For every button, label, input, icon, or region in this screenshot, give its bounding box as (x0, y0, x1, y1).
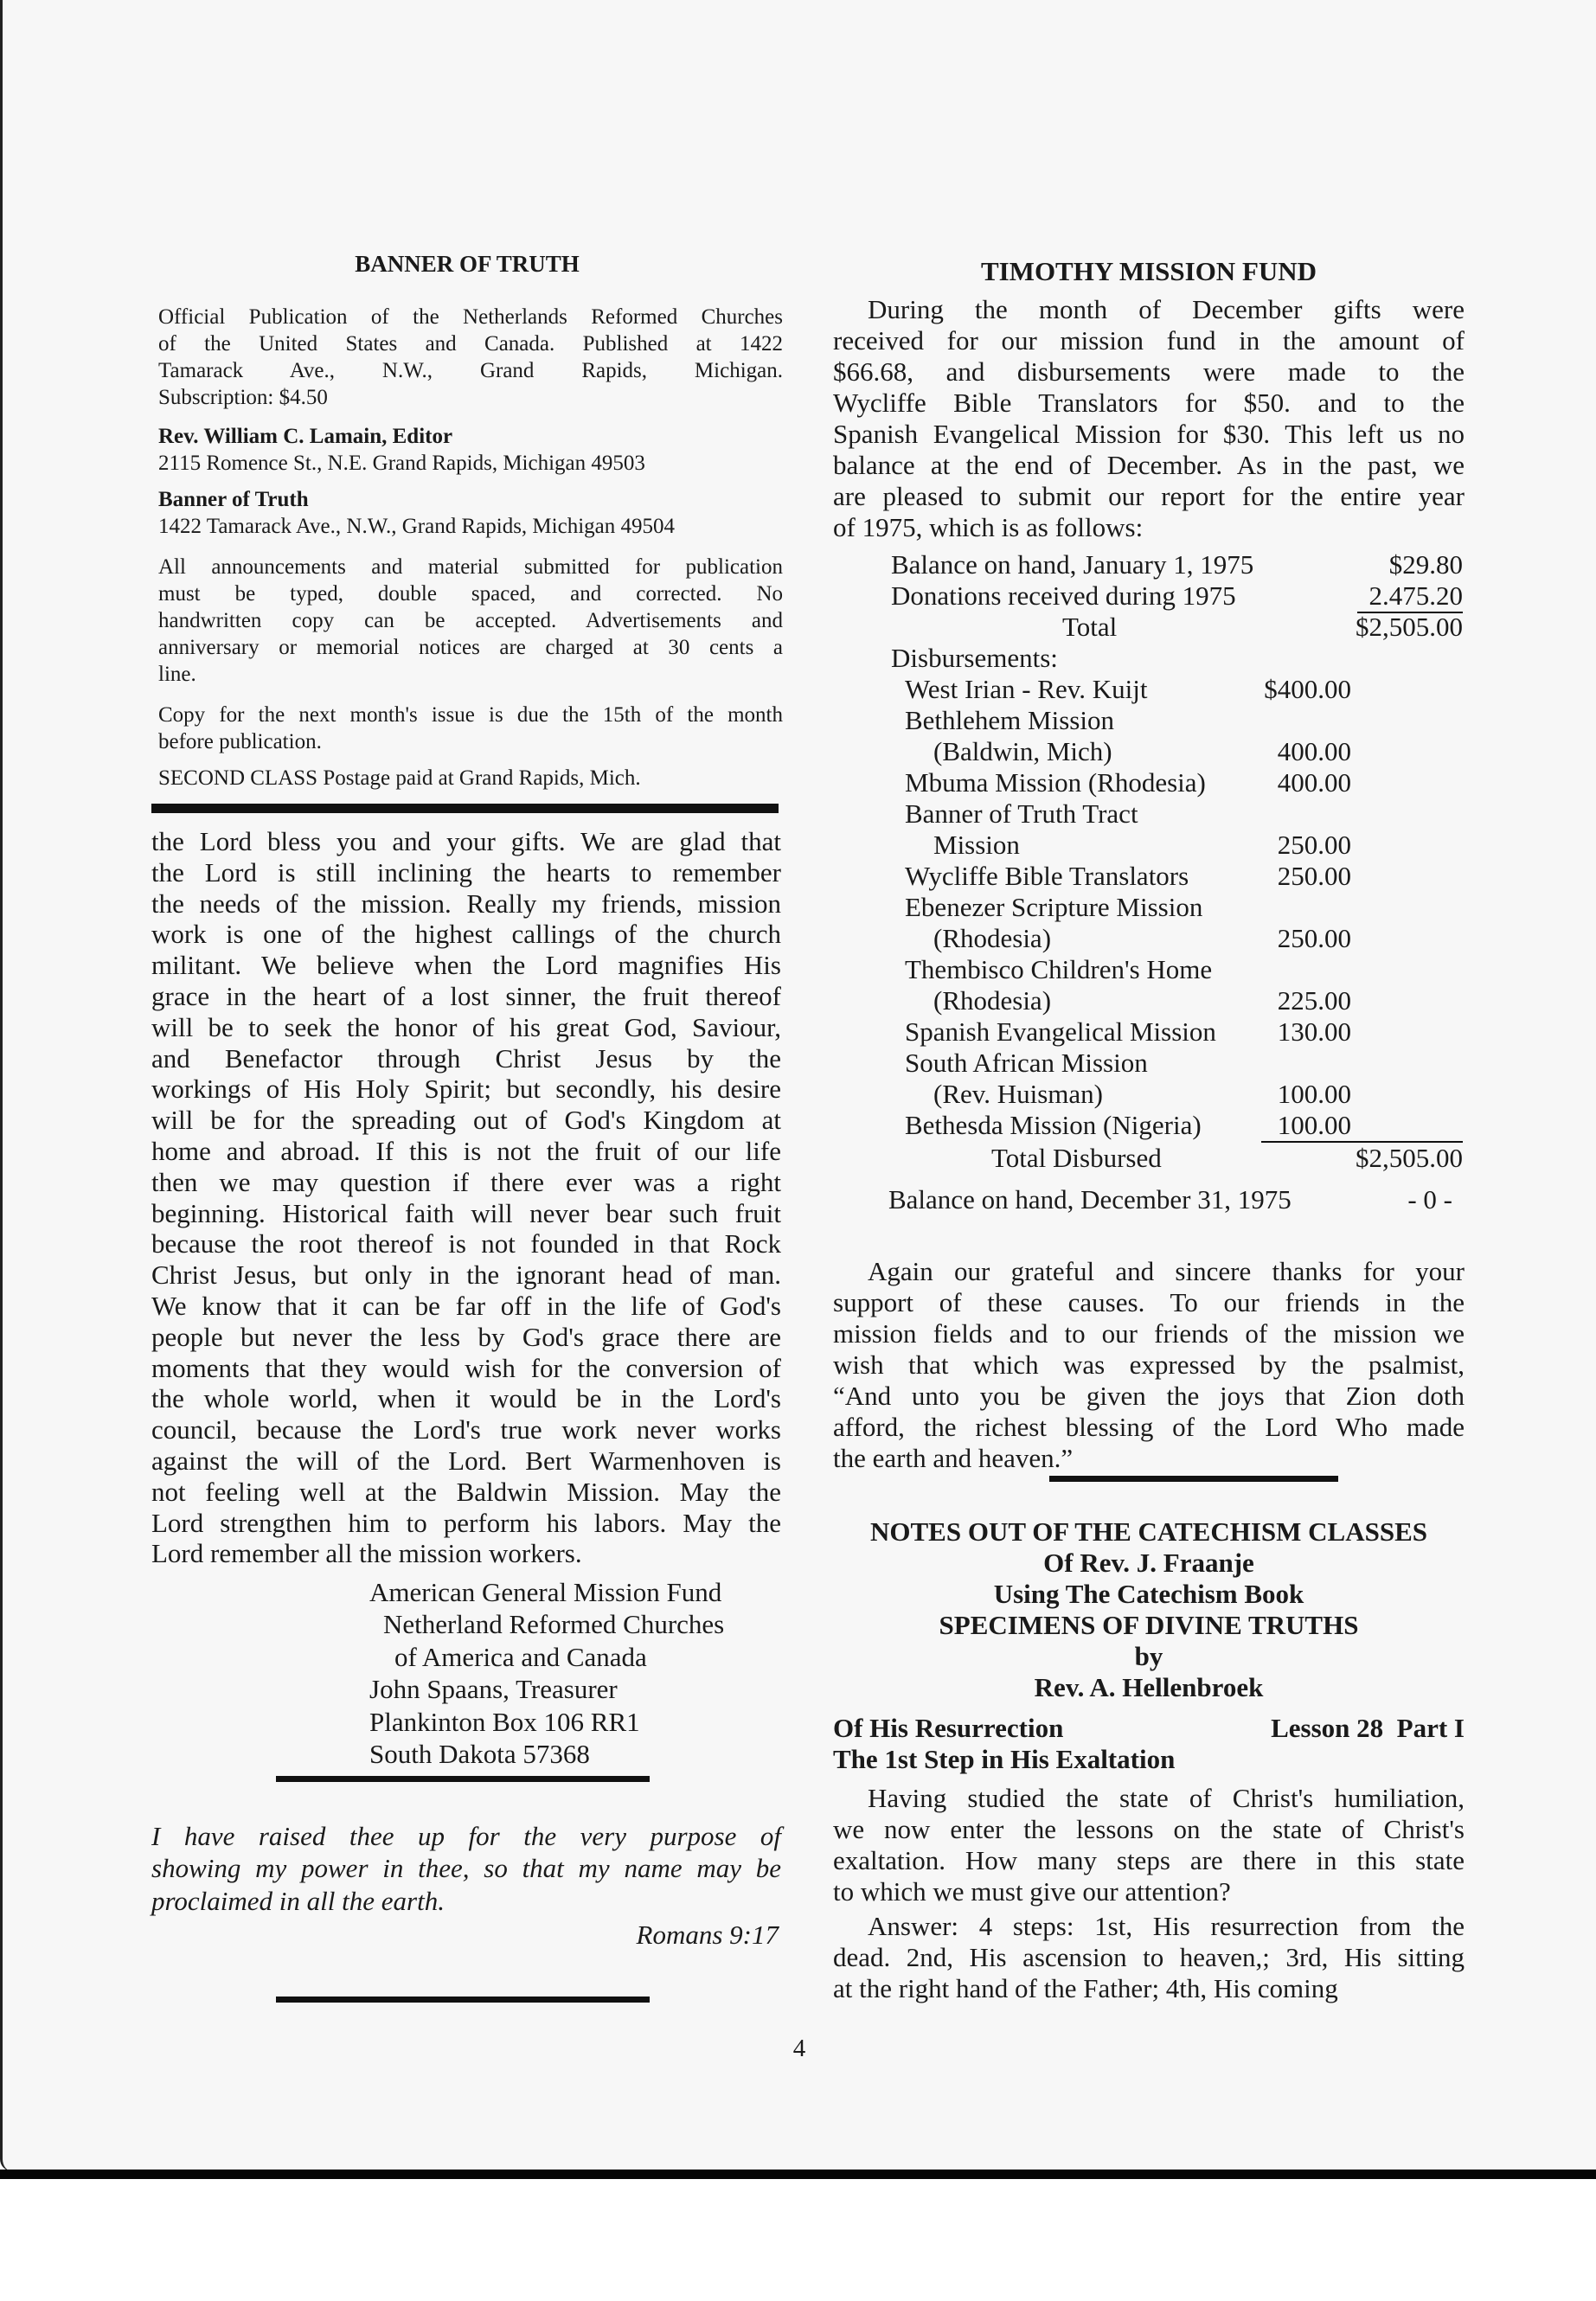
mission-letter-body (151, 826, 781, 1569)
signature-line: American General Mission Fund (369, 1577, 722, 1607)
disbursement-label: Spanish Evangelical Mission (905, 1016, 1216, 1047)
disbursement-row (833, 861, 1465, 892)
text-line: All announcements and material submitted for publication (158, 555, 783, 579)
heading-line: NOTES OUT OF THE CATECHISM CLASSES (869, 1516, 1427, 1547)
scan-edge (0, 2170, 1596, 2179)
text-line: the whole world, when it would be in the Lord's (151, 1383, 781, 1414)
text-line: proclaimed in all the earth. (151, 1885, 445, 1916)
report-label: Total (1062, 612, 1118, 642)
text-line: are pleased to submit our report for the entire year (833, 481, 1465, 511)
disbursement-amount: 250.00 (1277, 830, 1351, 860)
masthead-intro (158, 304, 783, 411)
disbursement-label: (Rev. Huisman) (933, 1079, 1104, 1109)
signature-line: Netherland Reformed Churches (383, 1609, 725, 1640)
text-line: We know that it can be far off in the life of God's (151, 1290, 781, 1321)
disbursement-label: West Irian - Rev. Kuijt (905, 674, 1148, 704)
report-row (833, 1143, 1465, 1174)
text-line: beginning. Historical faith will never bear such fruit (151, 1197, 781, 1228)
text-line: to which we must give our attention? (833, 1876, 1231, 1907)
text-line: line. (158, 663, 196, 686)
heading-line: by (1134, 1641, 1163, 1671)
report-label: Donations received during 1975 (891, 580, 1236, 611)
text-line: not feeling well at the Baldwin Mission. May the (151, 1476, 781, 1507)
disbursement-label: (Rhodesia) (933, 985, 1052, 1016)
text-line: Answer: 4 steps: 1st, His resurrection from the (868, 1911, 1465, 1941)
office-name: Banner of Truth (158, 488, 309, 511)
section-divider (276, 1776, 650, 1782)
text-line: the Lord is still inclining the hearts to remember (151, 856, 781, 888)
text-line: support of these causes. To our friends in the (833, 1287, 1465, 1317)
text-line: received for our mission fund in the amount of (833, 325, 1465, 356)
section-divider (1049, 1476, 1338, 1482)
text-line: “And unto you be given the joys that Zion doth (833, 1381, 1465, 1411)
disbursement-label: South African Mission (905, 1048, 1148, 1078)
disbursement-label: Bethlehem Mission (905, 705, 1114, 735)
text-line: home and abroad. If this is not the fruit of our life (151, 1135, 781, 1166)
text-line: council, because the Lord's true work never works (151, 1414, 781, 1445)
section-divider (276, 1997, 650, 2003)
text-line: before publication. (158, 730, 322, 753)
text-line: mission fields and to our friends of the mission we (833, 1318, 1465, 1349)
disbursement-amount: 130.00 (1277, 1016, 1351, 1047)
timothy-intro (833, 294, 1465, 543)
disbursement-label: (Baldwin, Mich) (933, 736, 1112, 766)
report-row (833, 612, 1465, 643)
text-line: will be for the spreading out of God's Kingdom at (151, 1105, 781, 1136)
text-line: and Benefactor through Christ Jesus by the (151, 1042, 781, 1074)
closing-thanks (833, 1256, 1465, 1474)
heading-line: Rev. A. Hellenbroek (1034, 1672, 1264, 1702)
disbursement-label: Mbuma Mission (Rhodesia) (905, 767, 1206, 798)
editor-address: 2115 Romence St., N.E. Grand Rapids, Michigan 49503 (158, 452, 645, 475)
report-label: Disbursements: (891, 643, 1058, 673)
heading-line: Of Rev. J. Fraanje (1043, 1548, 1254, 1578)
text-line: balance at the end of December. As in the past, we (833, 450, 1465, 480)
disbursement-amount: 400.00 (1277, 736, 1351, 766)
text-line: Christ Jesus, but only in the ignorant head of man. (151, 1259, 781, 1291)
text-line: Subscription: $4.50 (158, 386, 328, 409)
disbursement-row (833, 767, 1465, 798)
signature-line: Plankinton Box 106 RR1 (369, 1706, 640, 1737)
disbursement-label: Thembisco Children's Home (905, 954, 1213, 984)
disbursement-row (833, 954, 1465, 985)
disbursement-label: Mission (933, 830, 1020, 860)
deadline-notice (158, 702, 783, 755)
section-divider (151, 804, 779, 813)
lesson-number: Lesson 28 Part I (1271, 1713, 1465, 1743)
scripture-verse (151, 1820, 781, 1917)
text-line: Copy for the next month's issue is due the 15th of the month (158, 703, 783, 727)
disbursement-row (833, 923, 1465, 954)
signature-line: South Dakota 57368 (369, 1739, 590, 1770)
disbursement-row (833, 892, 1465, 923)
text-line: During the month of December gifts were (868, 294, 1465, 324)
text-line: Official Publication of the Netherlands Reformed Churches (158, 305, 783, 329)
text-line: Lord remember all the mission workers. (151, 1538, 582, 1569)
disbursement-row (833, 705, 1465, 736)
text-line: then we may question if there ever was a right (151, 1166, 781, 1197)
text-line: the needs of the mission. Really my friends, mission (151, 888, 781, 919)
lesson-question (833, 1783, 1465, 1907)
report-amount: $2,505.00 (1356, 612, 1463, 642)
text-line: exaltation. How many steps are there in this state (833, 1845, 1465, 1875)
masthead-title: BANNER OF TRUTH (355, 251, 580, 277)
text-line: of 1975, which is as follows: (833, 512, 1144, 542)
disbursement-row (833, 1110, 1465, 1141)
text-line: Lord strengthen him to perform his labors. May the (151, 1507, 781, 1538)
disbursement-row (833, 798, 1465, 830)
page-number: 4 (792, 2035, 806, 2062)
report-row (833, 1184, 1465, 1215)
disbursement-list (833, 674, 1465, 1141)
text-line: dead. 2nd, His ascension to heaven,; 3rd, His sitting (833, 1942, 1465, 1972)
disbursement-row (833, 1079, 1465, 1110)
text-line: must be typed, double spaced, and corrected. No (158, 582, 783, 606)
report-amount: $29.80 (1388, 549, 1463, 580)
text-line: Wycliffe Bible Translators for $50. and to the (833, 388, 1465, 418)
disbursement-row (833, 830, 1465, 861)
disbursement-row (833, 1048, 1465, 1079)
disbursement-amount: 250.00 (1277, 923, 1351, 953)
announcements-notice (158, 554, 783, 688)
disbursement-label: (Rhodesia) (933, 923, 1052, 953)
disbursement-row (833, 674, 1465, 705)
report-amount: $2,505.00 (1356, 1143, 1463, 1173)
text-line: anniversary or memorial notices are charged at 30 cents a (158, 636, 783, 659)
lesson-header (833, 1713, 1465, 1775)
editor-name: Rev. William C. Lamain, Editor (158, 425, 453, 448)
text-line: militant. We believe when the Lord magnifies His (151, 950, 781, 981)
text-line: of the United States and Canada. Published at 1422 (158, 332, 783, 356)
text-line: workings of His Holy Spirit; but secondly, his desire (151, 1074, 781, 1105)
heading-line: Using The Catechism Book (993, 1579, 1304, 1609)
report-row (833, 549, 1465, 580)
office-address: 1422 Tamarack Ave., N.W., Grand Rapids, Michigan 49504 (158, 515, 675, 538)
text-line: the Lord bless you and your gifts. We are glad that (151, 826, 781, 856)
disbursement-row (833, 1016, 1465, 1048)
text-line: Spanish Evangelical Mission for $30. This left us no (833, 419, 1465, 449)
lesson-subtitle: The 1st Step in His Exaltation (833, 1744, 1176, 1774)
disbursement-row (833, 985, 1465, 1016)
lesson-topic: Of His Resurrection (833, 1713, 1064, 1743)
text-line: against the will of the Lord. Bert Warmenhoven is (151, 1445, 781, 1476)
financial-report (833, 549, 1465, 1215)
text-line: moments that they would wish for the conversion of (151, 1352, 781, 1383)
text-line: afford, the richest blessing of the Lord Who made (833, 1412, 1465, 1442)
heading-line: SPECIMENS OF DIVINE TRUTHS (939, 1610, 1359, 1640)
disbursement-label: Bethesda Mission (Nigeria) (905, 1110, 1202, 1140)
timothy-title: TIMOTHY MISSION FUND (980, 256, 1317, 286)
text-line: wish that which was expressed by the psalmist, (833, 1349, 1465, 1380)
disbursement-amount: 400.00 (1277, 767, 1351, 798)
disbursement-label: Ebenezer Scripture Mission (905, 892, 1203, 922)
disbursement-amount: 250.00 (1277, 861, 1351, 891)
text-line: people but never the less by God's grace there are (151, 1321, 781, 1352)
text-line: $66.68, and disbursements were made to the (833, 356, 1465, 387)
text-line: at the right hand of the Father; 4th, His coming (833, 1973, 1338, 2003)
lesson-header-row (833, 1713, 1465, 1744)
report-label: Balance on hand, January 1, 1975 (891, 549, 1254, 580)
report-row (833, 580, 1465, 612)
text-line: because the root thereof is not founded in that Rock (151, 1228, 781, 1259)
report-label: Balance on hand, December 31, 1975 (888, 1184, 1292, 1215)
report-amount: 2.475.20 (1357, 580, 1464, 613)
text-line: the earth and heaven.” (833, 1443, 1074, 1473)
catechism-heading (833, 1516, 1465, 1703)
signature-line: John Spaans, Treasurer (369, 1674, 618, 1705)
text-line: will be to seek the honor of his great God, Saviour, (151, 1011, 781, 1042)
text-line: I have raised thee up for the very purpose of (151, 1821, 781, 1851)
text-line: showing my power in thee, so that my name may be (151, 1853, 781, 1884)
text-line: grace in the heart of a lost sinner, the fruit thereof (151, 980, 781, 1011)
disbursement-amount: 100.00 (1277, 1079, 1351, 1109)
postage-notice: SECOND CLASS Postage paid at Grand Rapids, Mich. (158, 766, 641, 790)
disbursement-amount: $400.00 (1264, 674, 1351, 704)
disbursement-row (833, 736, 1465, 767)
disbursement-amount: 225.00 (1277, 985, 1351, 1016)
disbursement-amount: 100.00 (1277, 1110, 1351, 1140)
text-line: handwritten copy can be accepted. Advertisements and (158, 609, 783, 632)
disbursement-label: Banner of Truth Tract (905, 798, 1138, 829)
scripture-reference: Romans 9:17 (636, 1920, 779, 1950)
text-line: Again our grateful and sincere thanks for your (868, 1256, 1465, 1286)
lesson-answer (833, 1911, 1465, 2004)
report-row (833, 643, 1465, 674)
text-line: Tamarack Ave., N.W., Grand Rapids, Michigan. (158, 359, 783, 382)
text-line: Having studied the state of Christ's humiliation, (868, 1783, 1465, 1813)
text-line: we now enter the lessons on the state of Christ's (833, 1814, 1465, 1844)
signature-line: of America and Canada (394, 1641, 647, 1672)
disbursement-label: Wycliffe Bible Translators (905, 861, 1189, 891)
text-line: work is one of the highest callings of the church (151, 919, 781, 950)
report-label: Total Disbursed (991, 1143, 1162, 1173)
signature-block (369, 1576, 785, 1770)
report-amount: - 0 - (1407, 1184, 1452, 1215)
